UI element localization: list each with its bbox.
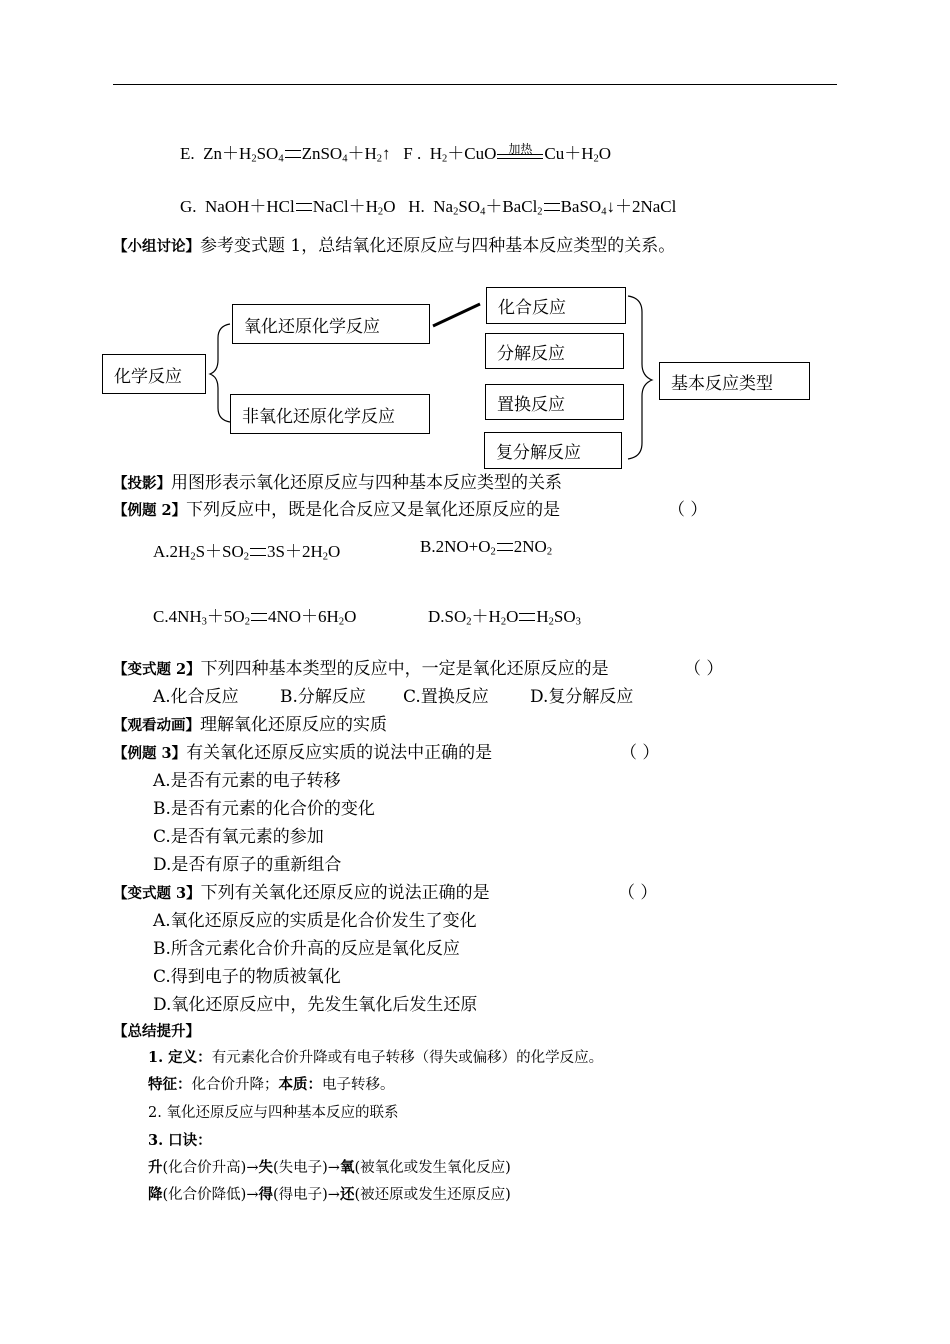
subscript: 2 xyxy=(322,551,329,563)
formula-text: D.SO xyxy=(428,607,467,626)
option-rhs xyxy=(268,607,356,626)
subscript: 2 xyxy=(244,616,250,628)
box-label: 氧化还原化学反应 xyxy=(244,316,380,337)
formula-text: O xyxy=(344,607,357,626)
subscript: 2 xyxy=(453,206,459,218)
definition-text: 有元素化合价升降或有电子转移（得失或偏移）的化学反应。 xyxy=(211,1050,604,1066)
rhyme-text: (被氧化或发生氧化反应) xyxy=(354,1160,511,1176)
feature-label: 特征： xyxy=(148,1076,192,1093)
chemical-reaction-box xyxy=(102,354,206,394)
subscript: 2 xyxy=(338,616,345,628)
example2-answer-paren: （ ） xyxy=(668,500,708,520)
option-rhs xyxy=(536,607,581,626)
subscript: 2 xyxy=(377,206,384,218)
formula-text: C.4NH xyxy=(153,607,202,626)
formula-text: O xyxy=(598,144,612,163)
rhyme-keyword: 得 xyxy=(258,1186,273,1203)
section-tag: 【例题 3】 xyxy=(113,745,187,762)
variant2-question xyxy=(113,654,609,679)
variant2-option-c: C.置换反应 xyxy=(403,687,489,707)
non-redox-reaction-box xyxy=(230,394,430,434)
formula-text: H xyxy=(429,144,443,163)
subscript: 3 xyxy=(575,616,581,628)
section-tag: 【变式题 3】 xyxy=(113,885,201,902)
section-text: 参考变式题 1，总结氧化还原反应与四种基本反应类型的关系。 xyxy=(200,236,676,256)
formula-text: ＋CuO xyxy=(447,144,497,163)
formula-text: Cu＋H xyxy=(544,144,594,163)
feature-text: 化合价升降； xyxy=(191,1077,279,1093)
box-label: 置换反应 xyxy=(497,394,565,415)
right-brace xyxy=(628,296,652,459)
section-tag: 【小组讨论】 xyxy=(113,238,200,255)
example2-option-b xyxy=(420,537,552,557)
example2-option-a xyxy=(153,537,340,562)
question-text: 下列四种基本类型的反应中，一定是氧化还原反应的是 xyxy=(200,659,609,679)
rhyme-keyword: 降 xyxy=(148,1186,163,1203)
definition-label: 1. 定义： xyxy=(148,1049,212,1066)
redox-combination-link xyxy=(433,304,480,326)
subscript: 4 xyxy=(342,153,348,165)
box-label: 化合反应 xyxy=(498,298,566,318)
rhyme-text: (得电子)→ xyxy=(272,1187,340,1203)
option-lhs xyxy=(420,537,496,556)
subscript: 4 xyxy=(480,206,486,218)
variant2-option-d: D.复分解反应 xyxy=(530,687,634,707)
formula-text: BaSO xyxy=(560,197,602,216)
option-lhs xyxy=(428,607,518,626)
summary-feature xyxy=(148,1073,395,1094)
formula-text: ↓＋2NaCl xyxy=(606,197,677,216)
formula-text: ＋H xyxy=(471,607,501,626)
box-label: 复分解反应 xyxy=(496,443,581,463)
option-lhs xyxy=(153,607,250,626)
section-tag: 【例题 2】 xyxy=(113,502,187,519)
subscript: 2 xyxy=(548,616,554,628)
section-text: 用图形表示氧化还原反应与四种基本反应类型的关系 xyxy=(171,473,562,493)
subscript: 2 xyxy=(593,153,599,165)
eq-label-g: G. xyxy=(180,197,197,216)
box-label: 基本反应类型 xyxy=(671,373,773,394)
combination-reaction-box xyxy=(486,287,626,324)
formula-text: SO xyxy=(256,144,279,163)
variant3-option-b: B.所含元素化合价升高的反应是氧化反应 xyxy=(153,939,460,959)
double-decomposition-box xyxy=(484,432,622,469)
example3-option-d: D.是否有原子的重新组合 xyxy=(153,855,342,875)
question-text: 有关氧化还原反应实质的说法中正确的是 xyxy=(186,743,493,763)
projection-line xyxy=(113,468,562,493)
displacement-reaction-box xyxy=(485,384,624,420)
equals-sign xyxy=(497,543,513,551)
formula-text: S＋SO xyxy=(195,542,244,561)
eq-label-f: F . xyxy=(403,144,422,163)
equals-sign xyxy=(250,548,266,556)
example3-option-a: A.是否有元素的电子转移 xyxy=(153,771,341,791)
formula-text: ＋H xyxy=(347,144,377,163)
formula-text: ZnSO xyxy=(301,144,343,163)
rhyme-text: (失电子)→ xyxy=(272,1160,340,1176)
subscript: 3 xyxy=(201,616,207,628)
box-label: 化学反应 xyxy=(114,366,182,387)
section-tag: 【观看动画】 xyxy=(113,717,200,734)
variant3-option-d: D.氧化还原反应中，先发生氧化后发生还原 xyxy=(153,995,478,1015)
subscript: 2 xyxy=(490,546,496,558)
eq-label-h: H. xyxy=(408,197,425,216)
subscript: 2 xyxy=(537,206,543,218)
rhyme-keyword: 升 xyxy=(148,1159,163,1176)
condition-label: 加热 xyxy=(508,142,533,156)
subscript: 4 xyxy=(278,153,284,165)
rhyme-text: (被还原或发生还原反应) xyxy=(354,1187,511,1203)
eq-label-e: E. xyxy=(180,144,195,163)
formula-text: O xyxy=(506,607,519,626)
summary-definition xyxy=(148,1046,603,1067)
example2-option-d xyxy=(428,602,581,627)
rhyme-text: (化合价升高)→ xyxy=(162,1160,259,1176)
section-tag: 【投影】 xyxy=(113,475,171,492)
equals-sign xyxy=(519,613,535,621)
formula-text: 2NO xyxy=(513,537,547,556)
subscript: 2 xyxy=(376,153,383,165)
box-label: 非氧化还原化学反应 xyxy=(242,406,395,427)
option-lhs xyxy=(153,542,249,561)
subscript: 4 xyxy=(601,206,607,218)
rhyme-line-1 xyxy=(148,1156,511,1177)
formula-text: 4NO＋6H xyxy=(267,607,339,626)
left-brace xyxy=(210,324,230,422)
question-text: 下列有关氧化还原反应的说法正确的是 xyxy=(200,883,490,903)
formula-text: B.2NO+O xyxy=(420,537,491,556)
section-text: 理解氧化还原反应的实质 xyxy=(200,715,387,735)
equation-g-lhs: NaOH＋HCl xyxy=(205,197,295,216)
essence-label: 本质： xyxy=(278,1076,322,1093)
formula-text: SO xyxy=(553,607,576,626)
formula-text: NaCl＋H xyxy=(312,197,378,216)
redox-reaction-box xyxy=(232,304,430,344)
formula-text: ＋5O xyxy=(206,607,245,626)
formula-text: Zn＋H xyxy=(203,144,252,163)
variant3-question xyxy=(113,878,490,903)
rhyme-line-2 xyxy=(148,1183,511,1204)
summary-item2: 2. 氧化还原反应与四种基本反应的联系 xyxy=(148,1105,399,1121)
variant2-option-a: A.化合反应 xyxy=(153,687,239,707)
formula-text: Na xyxy=(433,197,454,216)
rhyme-keyword: 还 xyxy=(339,1186,355,1203)
box-label: 分解反应 xyxy=(497,343,565,364)
subscript: 2 xyxy=(190,551,196,563)
rhyme-keyword: 氧 xyxy=(339,1159,355,1176)
variant2-answer-paren: （ ） xyxy=(684,659,724,679)
example3-answer-paren: （ ） xyxy=(620,743,660,763)
variant3-answer-paren: （ ） xyxy=(618,883,658,903)
summary-heading: 【总结提升】 xyxy=(113,1023,200,1040)
formula-text: ↑ xyxy=(382,144,391,163)
example3-option-c: C.是否有氧元素的参加 xyxy=(153,827,324,847)
question-text: 下列反应中，既是化合反应又是氧化还原反应的是 xyxy=(186,500,561,520)
option-rhs xyxy=(514,537,552,556)
summary-item3: 3. 口诀： xyxy=(148,1132,212,1149)
variant3-option-a: A.氧化还原反应的实质是化合价发生了变化 xyxy=(153,911,477,931)
example2-option-c xyxy=(153,602,356,627)
formula-text: H xyxy=(536,607,549,626)
formula-text: SO xyxy=(458,197,481,216)
subscript: 2 xyxy=(251,153,257,165)
equals-sign xyxy=(251,613,267,621)
variant2-option-b: B.分解反应 xyxy=(280,687,366,707)
formula-text: ＋BaCl xyxy=(485,197,538,216)
example2-question xyxy=(113,495,560,520)
example3-question xyxy=(113,738,492,763)
example3-option-b: B.是否有元素的化合价的变化 xyxy=(153,799,375,819)
section-tag: 【变式题 2】 xyxy=(113,661,201,678)
subscript: 2 xyxy=(546,546,553,558)
rhyme-keyword: 失 xyxy=(258,1159,273,1176)
formula-text: O xyxy=(328,542,341,561)
animation-line xyxy=(113,710,387,735)
subscript: 2 xyxy=(442,153,448,165)
option-rhs xyxy=(267,542,340,561)
subscript: 2 xyxy=(243,551,250,563)
essence-text: 电子转移。 xyxy=(322,1077,395,1093)
subscript: 2 xyxy=(500,616,507,628)
decomposition-reaction-box xyxy=(485,333,624,369)
variant3-option-c: C.得到电子的物质被氧化 xyxy=(153,967,341,987)
rhyme-text: (化合价降低)→ xyxy=(162,1187,259,1203)
formula-text: 3S＋2H xyxy=(267,542,323,561)
formula-text: A.2H xyxy=(153,542,191,561)
basic-reaction-types-box xyxy=(659,362,810,400)
formula-text: O xyxy=(383,197,396,216)
subscript: 2 xyxy=(466,616,472,628)
